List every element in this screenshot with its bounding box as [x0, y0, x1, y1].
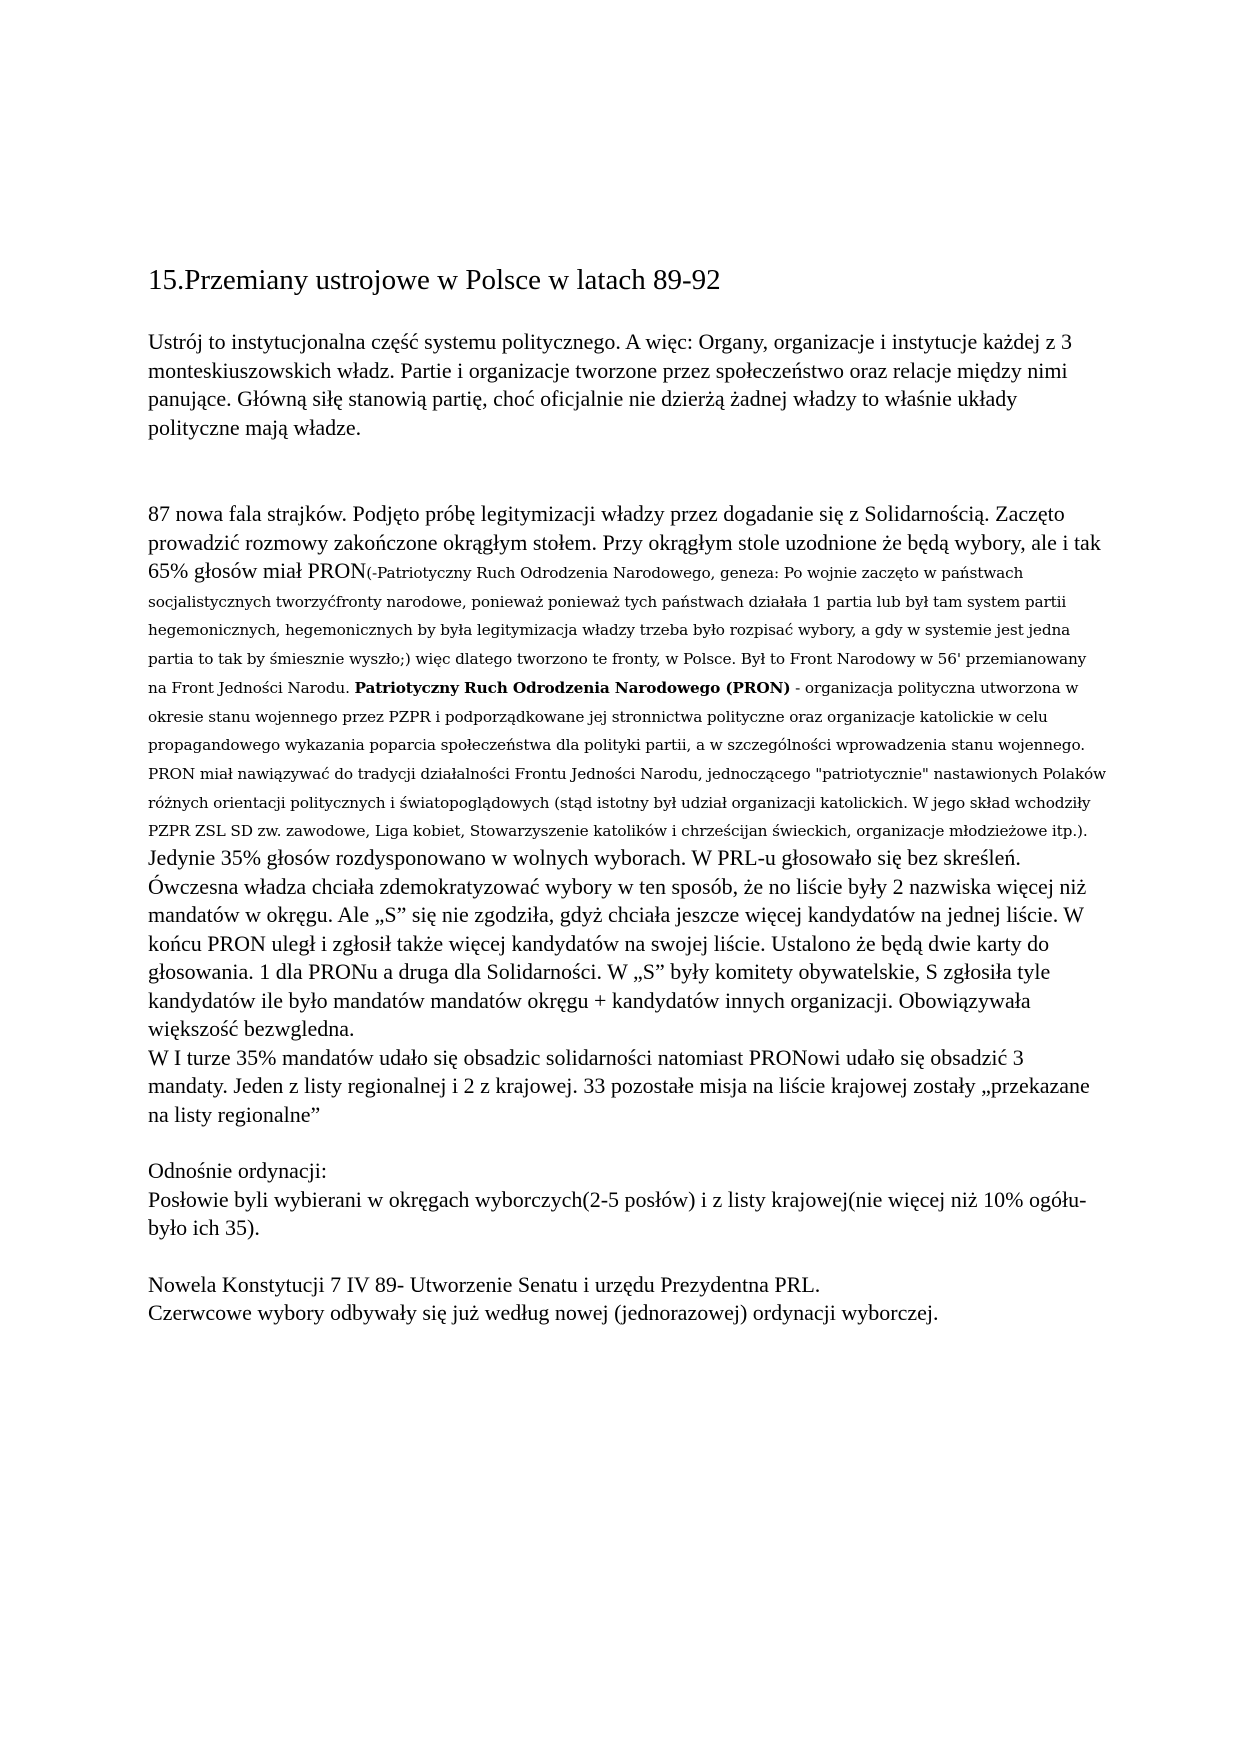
pron-note-part-a: (-Patriotyczny Ruch Odrodzenia Narodowego, geneza: Po wojnie zaczęto w państwach socjalistycznych tworzyćfronty narodowe, ponieważ ponieważ tych państwach działała 1 partia lub był tam system partii hegemonicznych, hegemonicznych by była legitymizacja władzy trzeba było rozpisać wybory, a gdy w systemie jest jedna partia to tak by śmiesznie wyszło;) więc dlatego tworzono te fronty, w Polsce. Był to Front Narodowy w 56' przemianowany na Front Jedności Narodu. — [148, 564, 1087, 697]
pron-note-part-b: - organizacja polityczna utworzona w okresie stanu wojennego przez PZPR i podporządkowane jej stronnictwa polityczne oraz organizacje katolickie w celu propagandowego wykazania poparcia społeczeństwa dla polityki partii, a w szczególności wprowadzenia stanu wojennego. PRON miał nawiązywać do tradycji działalności Frontu Jedności Narodu, jednoczącego "patriotycznie" nastawionych Polaków różnych orientacji politycznych i światopoglądowych (stąd istotny był udział organizacji katolickich. W jego skład wchodziły PZPR ZSL SD zw. zawodowe, Liga kobiet, Stowarzyszenie katolików i chrześcijan świeckich, organizacje młodzieżowe itp.). — [148, 678, 1106, 841]
ordynacja-text: Posłowie byli wybierani w okręgach wyborczych(2-5 posłów) i z listy krajowej(nie więcej niż 10% ogółu-było ich 35). — [148, 1186, 1087, 1241]
pron-note-bold-term: Patriotyczny Ruch Odrodzenia Narodowego (PRON) — [354, 678, 791, 697]
spacer — [148, 1129, 1108, 1157]
first-round-paragraph: W I turze 35% mandatów udało się obsadzic solidarności natomiast PRONowi udało się obsadzić 3 mandaty. Jeden z listy regionalnej i 2 z krajowej. 33 pozostałe misja na liście krajowej zostały „przekazane na listy regionalne” — [148, 1044, 1090, 1127]
document-body — [148, 262, 1108, 1328]
spacer — [148, 1243, 1108, 1271]
document-title: 15.Przemiany ustrojowe w Polsce w latach 89-92 — [148, 264, 721, 296]
elections-paragraph: Jedynie 35% głosów rozdysponowano w wolnych wyborach. W PRL-u głosowało się bez skreśleń. Ówczesna władza chciała zdemokratyzować wybory w ten sposób, że no liście były 2 nazwiska więcej niż mandatów w okręgu. Ale „S” się nie zgodziła, gdyż chciała jeszcze więcej kandydatów na jednej liście. W końcu PRON uległ i zgłosił także więcej kandydatów na swojej liście. Ustalono że będą dwie karty do głosowania. 1 dla PRONu a druga dla Solidarności. W „S” były komitety obywatelskie, S zgłosiła tyle kandydatów ile było mandatów mandatów okręgu + kandydatów innych organizacji. Obowiązywała większość bezwgledna. — [148, 845, 1087, 1042]
ordynacja-heading: Odnośnie ordynacji: — [148, 1158, 328, 1184]
nowela-line: Nowela Konstytucji 7 IV 89- Utworzenie Senatu i urzędu Prezydentna PRL. — [148, 1271, 821, 1297]
intro-paragraph: Ustrój to instytucjonalna część systemu politycznego. A więc: Organy, organizacje i instytucje każdej z 3 monteskiuszowskich władz. Partie i organizacje tworzone przez społeczeństwo oraz relacje między nimi panujące. Główną siłę stanowią partię, choć oficjalnie nie dzierżą żadnej władzy to właśnie układy polityczne mają władze. — [148, 329, 1072, 440]
strikes-paragraph-text: 87 nowa fala strajków. Podjęto próbę legitymizacji władzy przez dogadanie się z Solidarnością. Zaczęto prowadzić rozmowy zakończone okrągłym stołem. Przy okrągłym stole uzodnione że będą wybory, ale i tak 65% głosów miał PRON — [148, 501, 1101, 583]
strikes-paragraph — [148, 500, 1108, 844]
czerwcowe-line: Czerwcowe wybory odbywały się już według nowej (jednorazowej) ordynacji wyborczej. — [148, 1300, 939, 1326]
spacer — [148, 442, 1108, 500]
